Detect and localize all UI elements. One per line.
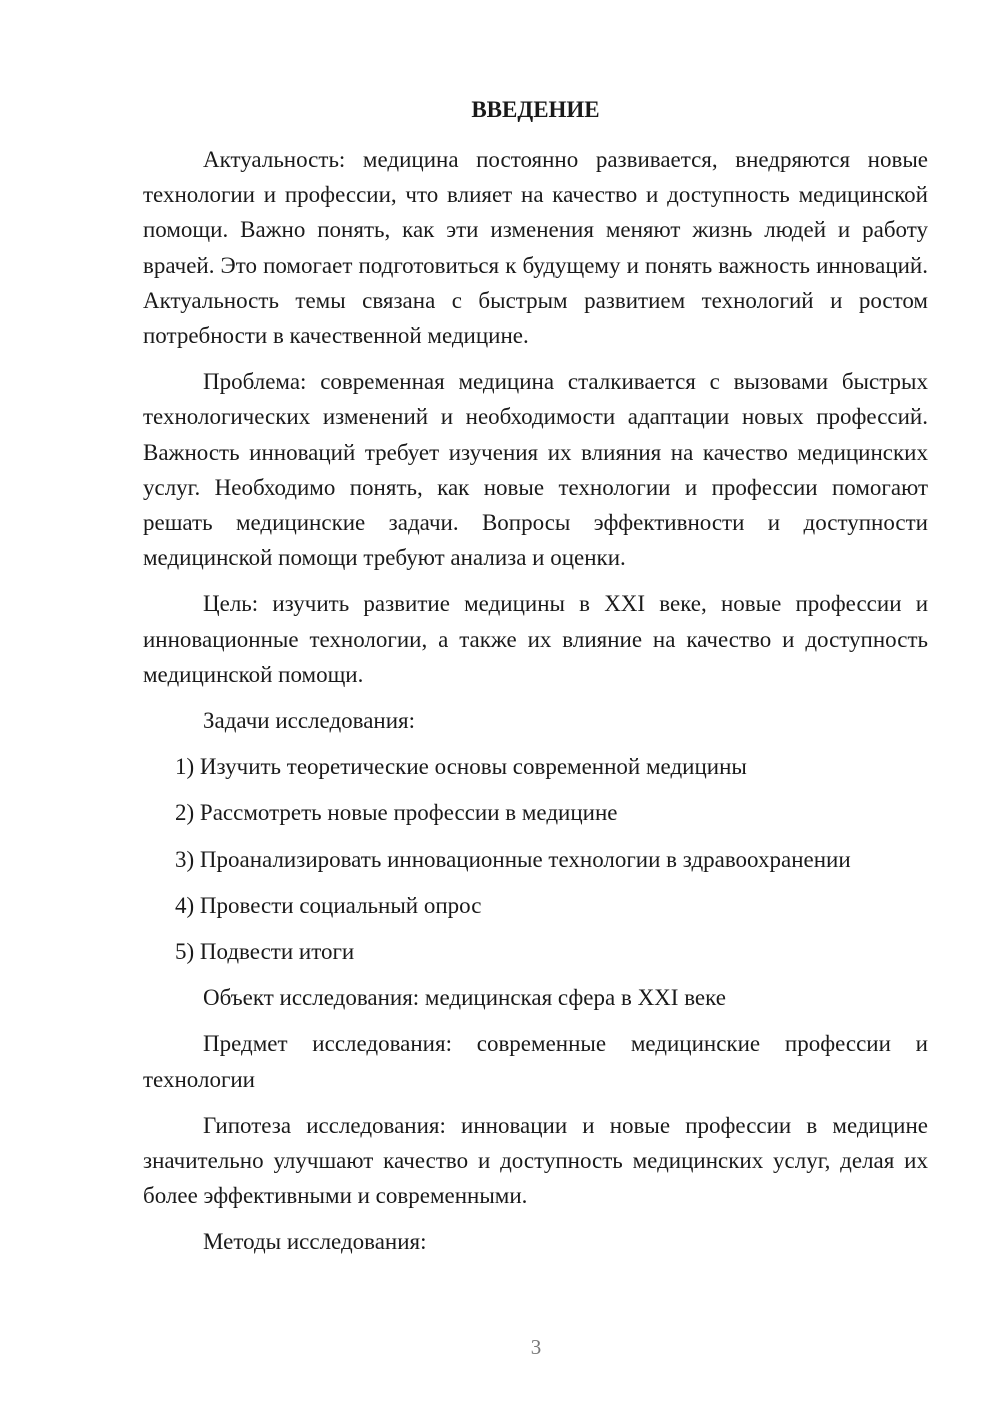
page-number: 3 [530, 1335, 542, 1359]
tasks-heading: Задачи исследования: [203, 708, 416, 734]
object-paragraph: Объект исследования: медицинская сфера в XXI веке [203, 985, 726, 1011]
relevance-paragraph: Актуальность: медицина постоянно развивается, внедряются новые технологии и профессии, что влияет на качество и доступность медицинской помощи. Важно понять, как эти изменения меняют жизнь людей и работу врачей. Это помогает подготовиться к будущему и понять важность инноваций. Актуальность темы связана с быстрым развитием технологий и ростом потребности в качественной медицине. [143, 147, 928, 349]
list-item: 1) Изучить теоретические основы современной медицины [175, 754, 747, 780]
page-title: ВВЕДЕНИЕ [471, 97, 600, 122]
problem-paragraph: Проблема: современная медицина сталкивается с вызовами быстрых технологических изменений и необходимости адаптации новых профессий. Важность инноваций требует изучения их влияния на качество медицинских услуг. Необходимо понять, как новые технологии и профессии помогают решать медицинские задачи. Вопросы эффективности и доступности медицинской помощи требуют анализа и оценки. [143, 369, 928, 571]
list-item: 4) Провести социальный опрос [175, 892, 482, 918]
tasks-list [143, 749, 928, 969]
subject-paragraph: Предмет исследования: современные медицинские профессии и технологии [143, 1031, 928, 1092]
goal-paragraph: Цель: изучить развитие медицины в XXI веке, новые профессии и инновационные технологии, а также их влияние на качество и доступность медицинской помощи. [143, 591, 928, 687]
list-item: 2) Рассмотреть новые профессии в медицине [175, 800, 618, 826]
hypothesis-paragraph: Гипотеза исследования: инновации и новые профессии в медицине значительно улучшают качество и доступность медицинских услуг, делая их более эффективными и современными. [143, 1112, 928, 1209]
list-item: 5) Подвести итоги [175, 939, 355, 965]
page-content [143, 92, 928, 1271]
list-item: 3) Проанализировать инновационные технологии в здравоохранении [175, 846, 851, 872]
methods-heading: Методы исследования: [203, 1229, 427, 1255]
